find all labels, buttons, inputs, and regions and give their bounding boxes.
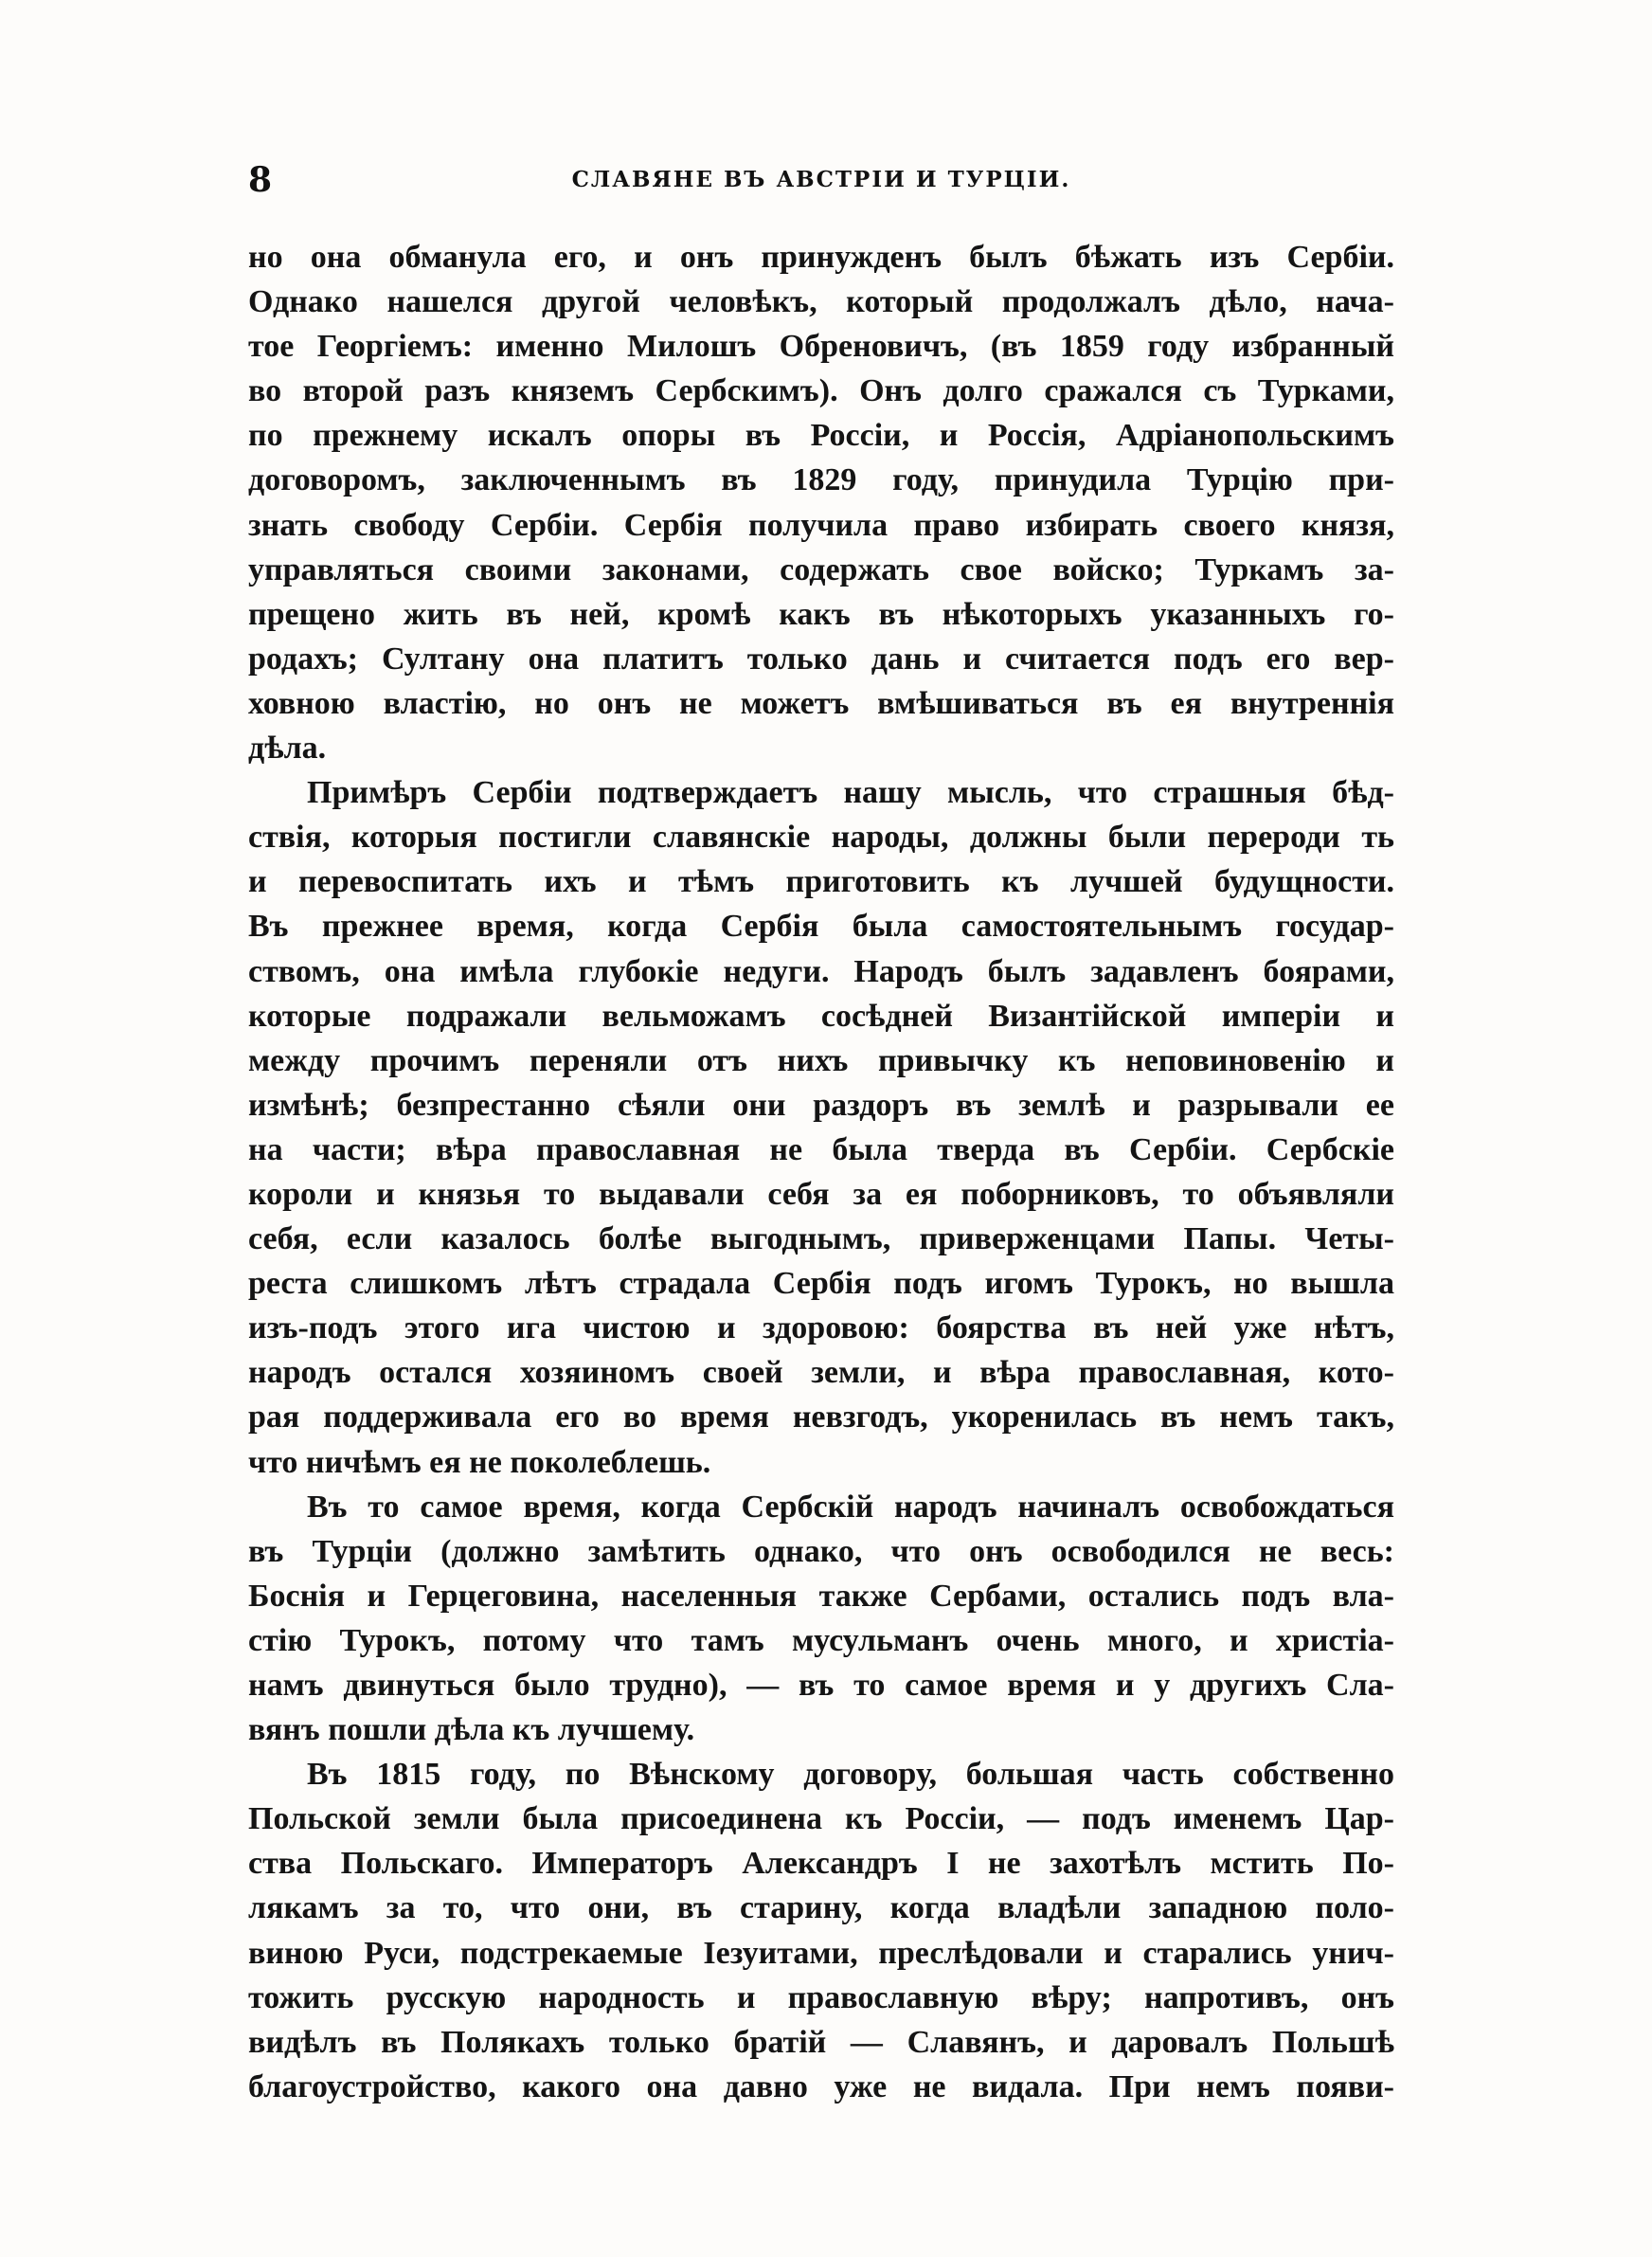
text-line: стію Турокъ, потому что тамъ мусульманъ очень много, и христіа- bbox=[248, 1622, 1394, 1658]
text-line: намъ двинуться было трудно), — въ то самое время и у другихъ Сла- bbox=[248, 1668, 1394, 1703]
text-line: благоустройство, какого она давно уже не видала. При немъ появи- bbox=[248, 2068, 1394, 2104]
text-line: Боснія и Герцеговина, населенныя также Сербами, остались подъ вла- bbox=[248, 1578, 1394, 1614]
text-line: по прежнему искалъ опоры въ Россіи, и Россія, Адріанопольскимъ bbox=[248, 418, 1394, 454]
text-line: ховною властію, но онъ не можетъ вмѣшиваться въ ея внутреннія bbox=[248, 685, 1394, 721]
text-line: родахъ; Султану она платитъ только дань и считается подъ его вер- bbox=[248, 641, 1394, 677]
text-line: которые подражали вельможамъ сосѣдней Византійской имперіи и bbox=[248, 998, 1394, 1034]
text-line: видѣлъ въ Полякахъ только братій — Славянъ, и даровалъ Польшѣ bbox=[248, 2024, 1394, 2060]
text-line: знать свободу Сербіи. Сербія получила право избирать своего князя, bbox=[248, 507, 1394, 543]
text-line: Въ прежнее время, когда Сербія была самостоятельнымъ государ- bbox=[248, 909, 1394, 945]
text-line: и перевоспитать ихъ и тѣмъ приготовить къ лучшей будущности. bbox=[248, 864, 1394, 900]
text-line: вянъ пошли дѣла къ лучшему. bbox=[248, 1712, 695, 1748]
text-line: во второй разъ княземъ Сербскимъ). Онъ долго сражался съ Турками, bbox=[248, 373, 1394, 409]
text-line: на части; вѣра православная не была тверда въ Сербіи. Сербскіе bbox=[248, 1131, 1394, 1167]
text-line: что ничѣмъ ея не поколеблешь. bbox=[248, 1444, 711, 1480]
page-number: 8 bbox=[248, 160, 273, 200]
text-line: Въ 1815 году, по Вѣнскому договору, большая часть собственно bbox=[307, 1757, 1394, 1793]
text-line: ствомъ, она имѣла глубокіе недуги. Народъ былъ задавленъ боярами, bbox=[248, 953, 1394, 989]
text-line: тое Георгіемъ: именно Милошъ Обреновичъ, (въ 1859 году избранный bbox=[248, 329, 1394, 365]
text-line: Однако нашелся другой человѣкъ, который продолжалъ дѣло, нача- bbox=[248, 284, 1394, 320]
text-line: себя, если казалось болѣе выгоднымъ, приверженцами Папы. Четы- bbox=[248, 1221, 1394, 1257]
text-line: тожить русскую народность и православную вѣру; напротивъ, онъ bbox=[248, 1979, 1394, 2015]
text-line: договоромъ, заключеннымъ въ 1829 году, принудила Турцію при- bbox=[248, 462, 1394, 498]
body-text bbox=[248, 235, 1394, 2109]
text-line: ствія, которыя постигли славянскіе народы, должны были перероди ть bbox=[248, 820, 1394, 856]
text-line: рая поддерживала его во время невзгодъ, укоренилась въ немъ такъ, bbox=[248, 1399, 1394, 1435]
text-line: короли и князья то выдавали себя за ея поборниковъ, то объявляли bbox=[248, 1176, 1394, 1212]
text-line: но она обманула его, и онъ принужденъ былъ бѣжать изъ Сербіи. bbox=[248, 240, 1394, 275]
text-line: изъ-подъ этого ига чистою и здоровою: боярства въ ней уже нѣтъ, bbox=[248, 1310, 1394, 1346]
text-line: измѣнѣ; безпрестанно сѣяли они раздоръ въ землѣ и разрывали ее bbox=[248, 1087, 1394, 1123]
text-line: ства Польскаго. Императоръ Александръ I не захотѣлъ мстить По- bbox=[248, 1846, 1394, 1882]
text-line: народъ остался хозяиномъ своей земли, и вѣра православная, кото- bbox=[248, 1355, 1394, 1391]
text-line: виною Руси, подстрекаемые Іезуитами, преслѣдовали и старались унич- bbox=[248, 1935, 1394, 1971]
text-line: прещено жить въ ней, кромѣ какъ въ нѣкоторыхъ указанныхъ го- bbox=[248, 596, 1394, 632]
text-line: реста слишкомъ лѣтъ страдала Сербія подъ игомъ Турокъ, но вышла bbox=[248, 1266, 1394, 1302]
text-line: лякамъ за то, что они, въ старину, когда владѣли западною поло- bbox=[248, 1890, 1394, 1926]
page-header bbox=[248, 159, 1394, 207]
text-line: между прочимъ переняли отъ нихъ привычку къ неповиновенію и bbox=[248, 1042, 1394, 1078]
text-line: дѣла. bbox=[248, 731, 327, 767]
text-line: Примѣръ Сербіи подтверждаетъ нашу мысль, что страшныя бѣд- bbox=[307, 775, 1394, 811]
text-line: Въ то самое время, когда Сербскій народъ начиналъ освобождаться bbox=[307, 1489, 1394, 1525]
running-title: СЛАВЯНЕ ВЪ АВСТРІИ И ТУРЦІИ. bbox=[571, 167, 1071, 192]
text-line: управляться своими законами, содержать свое войско; Туркамъ за- bbox=[248, 551, 1394, 587]
text-line: Польской земли была присоединена къ Россіи, — подъ именемъ Цар- bbox=[248, 1801, 1394, 1837]
text-line: въ Турціи (должно замѣтить однако, что онъ освободился не весь: bbox=[248, 1533, 1394, 1569]
